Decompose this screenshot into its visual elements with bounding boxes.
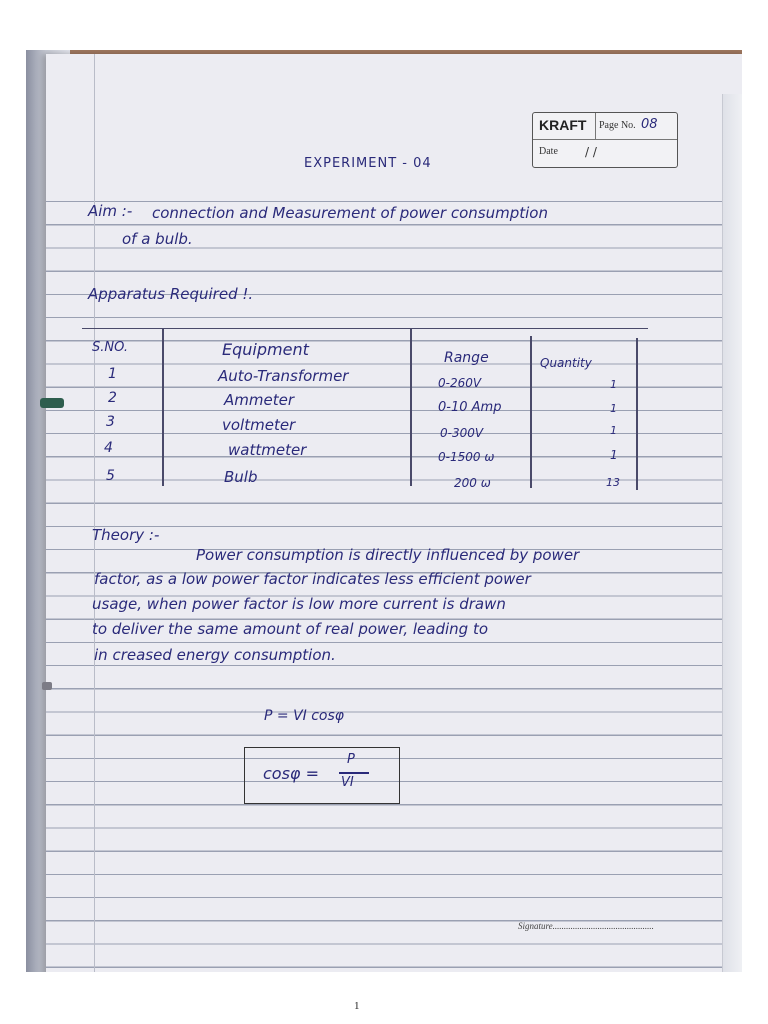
table-cell-quantity: 1 [610,424,617,437]
table-header-sno: S.NO. [92,340,128,355]
page-stack-edge [722,94,742,972]
table-cell-quantity: 1 [610,448,618,462]
notebook-page [46,54,742,972]
page-header-box [532,112,678,168]
formula-power: P = VI cosφ [264,708,345,724]
signature-line: Signature............................................. [518,921,654,931]
formula-denominator: VI [341,775,354,790]
table-cell-range: 200 ω [454,476,491,490]
table-cell-equipment: Auto-Transformer [218,367,349,385]
theory-line: to deliver the same amount of real power, leading to [92,620,488,638]
aim-line-2: of a bulb. [122,230,193,248]
page-number-label: Page No. [599,120,636,131]
date-label: Date [539,146,558,157]
aim-line-1: connection and Measurement of power consumption [152,204,548,222]
table-cell-sno: 5 [106,468,115,484]
table-cell-range: 0-1500 ω [438,450,495,464]
table-col-rule-3 [530,336,532,488]
margin-line [94,54,95,972]
theory-line: usage, when power factor is low more current is drawn [92,595,506,613]
notebook-photo [26,50,742,972]
page-number-value: 08 [641,117,658,132]
table-cell-quantity: 1 [610,378,617,391]
table-cell-range: 0-260V [438,376,482,390]
theory-line: factor, as a low power factor indicates less efficient power [94,570,531,588]
fraction-bar [339,772,369,774]
table-col-rule-1 [162,328,164,486]
table-col-rule-2 [410,328,412,486]
table-header-quantity: Quantity [540,356,592,370]
table-col-rule-4 [636,338,638,490]
table-cell-quantity: 13 [606,476,620,489]
page-footer-number: 1 [354,1000,360,1012]
table-cell-range: 0-300V [440,426,484,440]
table-top-rule [82,328,648,329]
theory-line: in creased energy consumption. [94,646,336,664]
table-cell-equipment: voltmeter [222,416,296,434]
formula-cos-lhs: cosφ = [263,764,319,783]
date-value: / / [585,145,597,159]
apparatus-heading: Apparatus Required !. [88,285,254,303]
table-header-range: Range [444,350,489,366]
table-cell-range: 0-10 Amp [438,400,502,415]
table-cell-equipment: wattmeter [228,441,307,459]
binder-tab [40,398,64,408]
table-cell-sno: 1 [108,366,117,382]
theory-label: Theory :- [92,526,160,544]
aim-label: Aim :- [88,202,133,220]
table-cell-sno: 3 [106,414,115,430]
formula-box [244,747,400,804]
experiment-title: EXPERIMENT - 04 [304,156,432,171]
table-cell-equipment: Ammeter [224,391,294,409]
brand-logo: KRAFT [539,117,587,133]
table-cell-sno: 4 [104,440,113,456]
formula-numerator: P [347,752,355,767]
table-cell-sno: 2 [108,390,117,406]
table-cell-equipment: Bulb [224,468,258,486]
header-divider [595,113,596,139]
table-header-equipment: Equipment [222,340,309,359]
theory-line: Power consumption is directly influenced by power [196,546,580,564]
page-number-row [533,113,677,140]
binder-clip [42,682,52,690]
table-cell-quantity: 1 [610,402,617,415]
